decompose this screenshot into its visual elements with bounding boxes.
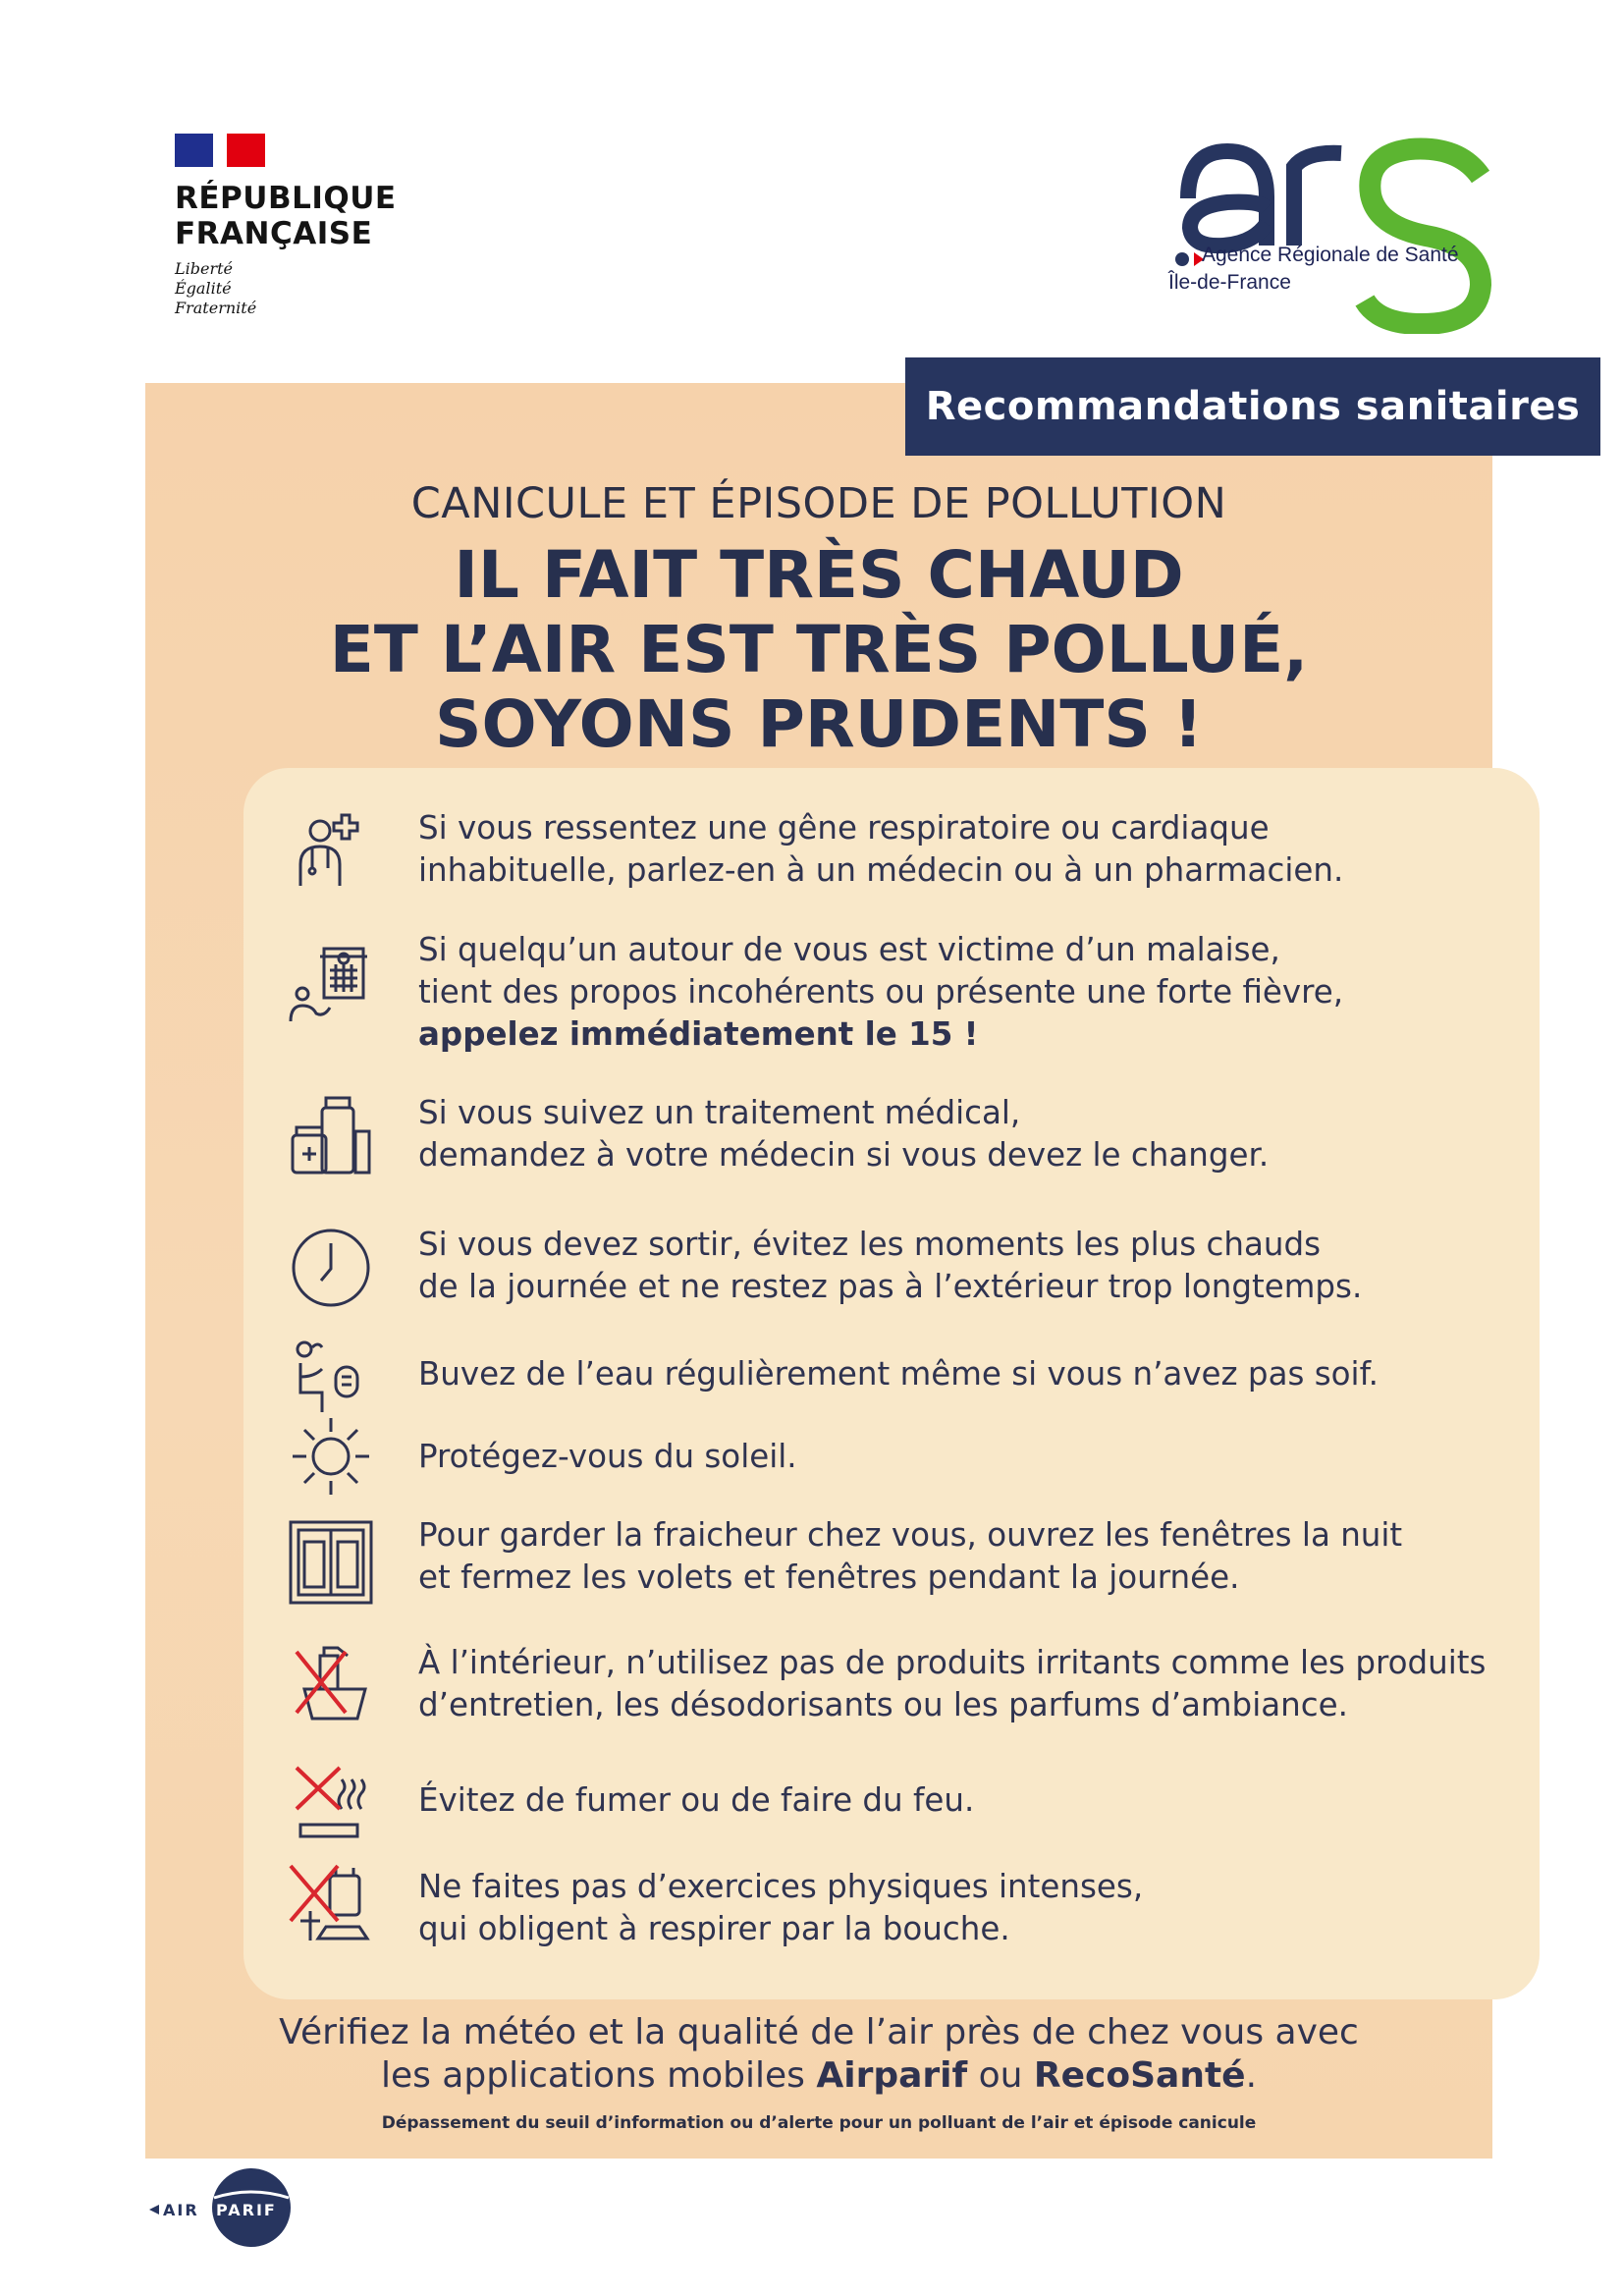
french-flag-icon — [175, 134, 265, 167]
recommendation-line: Buvez de l’eau régulièrement même si vous n’avez pas soif. — [418, 1355, 1379, 1393]
recommendation-line: et fermez les volets et fenêtres pendant la journée. — [418, 1558, 1240, 1596]
airparif-logo-icon — [145, 2164, 302, 2253]
no-smoking-icon — [287, 1760, 375, 1848]
recommendation-text — [418, 1092, 1518, 1176]
recommendation-line: tient des propos incohérents ou présente une forte fièvre, — [418, 973, 1344, 1011]
footer-line2-prefix: les applications mobiles — [380, 2055, 817, 2096]
recommendation-line: inhabituelle, parlez-en à un médecin ou à un pharmacien. — [418, 851, 1344, 889]
hospital-icon — [287, 935, 375, 1023]
footer-line2-suffix: . — [1245, 2055, 1258, 2096]
clock-icon — [287, 1224, 375, 1312]
recommendations-panel — [243, 768, 1540, 1999]
recommendation-text — [418, 1514, 1518, 1599]
rf-motto — [175, 259, 430, 318]
footer-line2 — [145, 2054, 1492, 2098]
recommendation-text — [418, 807, 1518, 892]
footer-line2-mid: ou — [967, 2055, 1034, 2096]
window-icon — [287, 1518, 375, 1607]
republique-francaise-logo — [175, 134, 430, 318]
recommendation-line: À l’intérieur, n’utilisez pas de produits irritants comme les produits — [418, 1644, 1487, 1681]
recommendation-line: Protégez-vous du soleil. — [418, 1438, 797, 1475]
recommendation-line: Si quelqu’un autour de vous est victime d’un malaise, — [418, 931, 1280, 968]
recommendation-line: de la journée et ne restez pas à l’extérieur trop longtemps. — [418, 1268, 1363, 1305]
svg-text:AIR: AIR — [163, 2201, 199, 2219]
recommendation-text — [418, 1436, 1518, 1478]
poster-subtitle: CANICULE ET ÉPISODE DE POLLUTION — [410, 479, 1227, 528]
recommendation-text — [418, 1779, 1518, 1822]
footer-note — [145, 2011, 1492, 2098]
rf-motto-liberte: Liberté — [175, 259, 233, 278]
ars-wordmark-icon — [1168, 137, 1502, 334]
medication-icon — [287, 1092, 375, 1180]
airparif-logo — [145, 2164, 302, 2253]
rf-title — [175, 181, 430, 251]
recommendation-line: demandez à votre médecin si vous devez le changer. — [418, 1136, 1270, 1174]
rf-title-line2: FRANÇAISE — [175, 216, 373, 251]
no-cleaning-products-icon — [287, 1642, 375, 1730]
rf-title-line1: RÉPUBLIQUE — [175, 181, 397, 216]
recommendation-text — [418, 1642, 1518, 1726]
doctor-icon — [287, 809, 375, 898]
recommendation-line: Évitez de fumer ou de faire du feu. — [418, 1781, 975, 1819]
recommendation-line: d’entretien, les désodorisants ou les parfums d’ambiance. — [418, 1686, 1348, 1723]
ars-logo — [1168, 137, 1502, 334]
poster-headline — [145, 538, 1492, 762]
headline-line1: IL FAIT TRÈS CHAUD — [454, 537, 1184, 613]
recommendation-text — [418, 929, 1518, 1056]
recommendation-text — [418, 1224, 1518, 1308]
recommendation-line: Si vous devez sortir, évitez les moments les plus chauds — [418, 1226, 1322, 1263]
recommendation-line: Si vous suivez un traitement médical, — [418, 1094, 1021, 1131]
svg-text:PARIF: PARIF — [216, 2201, 277, 2219]
drinking-water-icon — [287, 1334, 375, 1422]
ars-subtitle-line1: Agence Régionale de Santé — [1202, 244, 1459, 266]
recommendation-line: qui obligent à respirer par la bouche. — [418, 1910, 1010, 1947]
recommendation-line: Ne faites pas d’exercices physiques intenses, — [418, 1868, 1144, 1905]
fine-print: Dépassement du seuil d’information ou d’alerte pour un polluant de l’air et épisode canicule — [381, 2113, 1257, 2133]
app-recosante: RecoSanté — [1033, 2055, 1246, 2096]
recommendation-line: Pour garder la fraicheur chez vous, ouvrez les fenêtres la nuit — [418, 1516, 1403, 1554]
ars-subtitle-line2: Île-de-France — [1168, 271, 1291, 294]
ars-subtitle — [1168, 242, 1459, 297]
rf-motto-egalite: Égalité — [175, 279, 232, 298]
recommendation-text — [418, 1353, 1518, 1395]
app-airparif: Airparif — [816, 2055, 968, 2096]
no-exercise-icon — [287, 1862, 375, 1950]
headline-line2: ET L’AIR EST TRÈS POLLUÉ, — [329, 612, 1309, 687]
sun-icon — [287, 1412, 375, 1501]
emergency-call-text: appelez immédiatement le 15 ! — [418, 1015, 979, 1053]
rf-motto-fraternite: Fraternité — [175, 299, 257, 317]
recommendation-line: Si vous ressentez une gêne respiratoire ou cardiaque — [418, 809, 1270, 847]
recommendation-text — [418, 1866, 1518, 1950]
headline-line3: SOYONS PRUDENTS ! — [434, 686, 1204, 762]
recommendations-banner: Recommandations sanitaires — [905, 357, 1600, 456]
footer-line1: Vérifiez la météo et la qualité de l’air près de chez vous avec — [279, 2012, 1359, 2052]
